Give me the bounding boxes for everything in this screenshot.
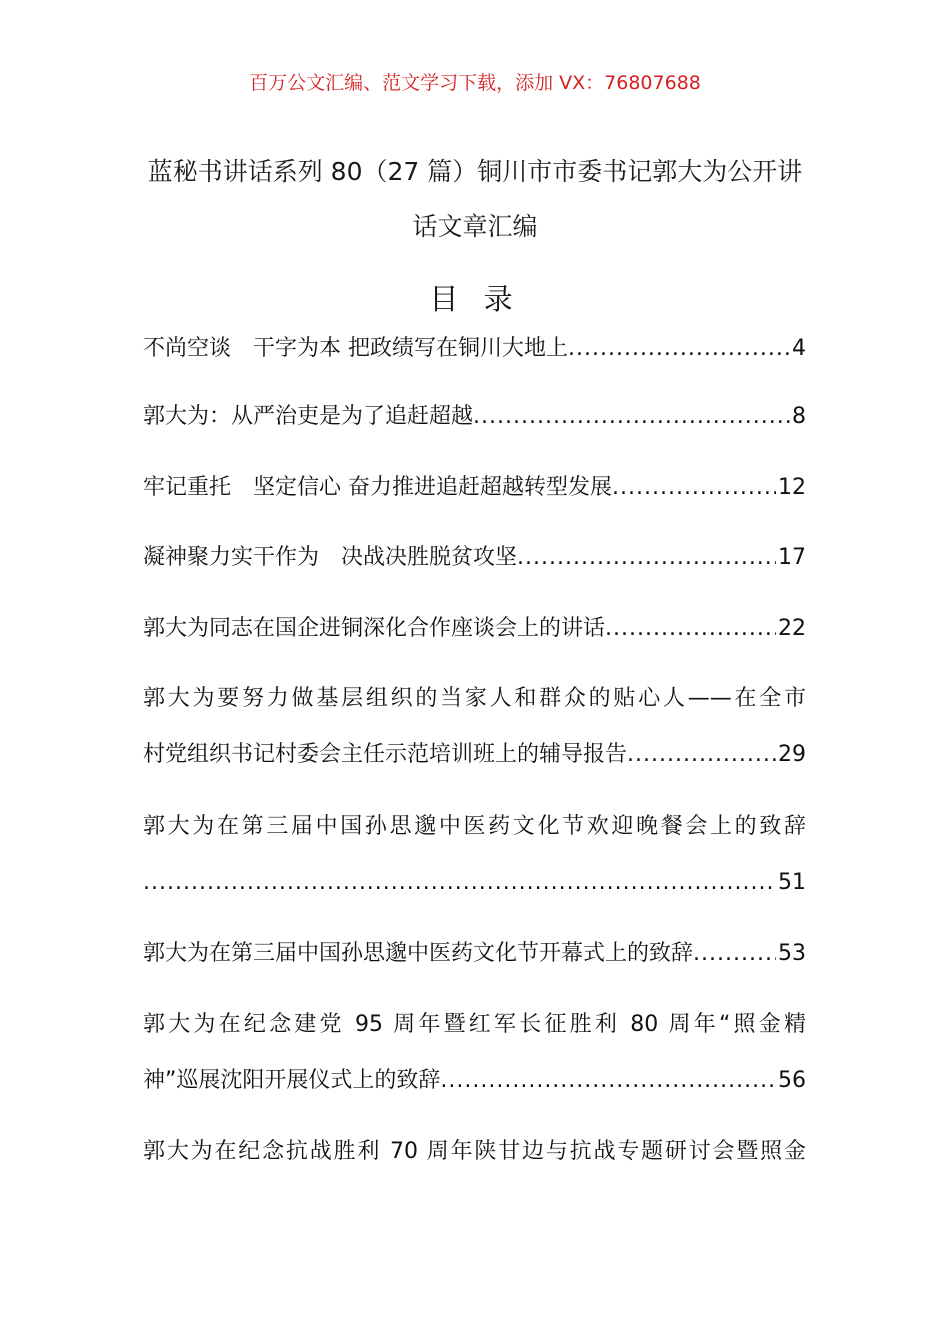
toc-entry-title: 郭大为：从严治吏是为了追赶超越 — [143, 404, 474, 429]
toc-entry[interactable] — [143, 472, 806, 504]
header-banner: 百万公文汇编、范文学习下载，添加 VX：76807688 — [249, 72, 701, 94]
toc-entry[interactable] — [143, 938, 806, 970]
toc-leader-dots — [612, 472, 776, 504]
toc-heading: 目 录 — [429, 282, 521, 316]
toc-entry-page: 51 — [778, 870, 806, 895]
toc-entry-page: 12 — [778, 475, 806, 500]
toc-entry-title: 凝神聚力实干作为 决战决胜脱贫攻坚 — [143, 545, 518, 570]
toc-entry-title: 郭大为同志在国企进铜深化合作座谈会上的讲话 — [143, 616, 606, 641]
toc-leader-dots — [605, 613, 776, 645]
toc-entry-title: 不尚空谈 干字为本 把政绩写在铜川大地上 — [143, 336, 568, 361]
toc-entry-title: 郭大为在第三届中国孙思邈中医药文化节开幕式上的致辞 — [143, 941, 694, 966]
toc-entry[interactable] — [143, 401, 806, 433]
document-title-line-1: 蓝秘书讲话系列 80（27 篇）铜川市市委书记郭大为公开讲 — [147, 157, 803, 186]
toc-entry-title-line[interactable]: 郭大为在纪念抗战胜利 70 周年陕甘边与抗战专题研讨会暨照金 — [143, 1139, 806, 1164]
toc-entry-page: 29 — [778, 742, 806, 767]
toc-leader-dots — [568, 333, 790, 365]
toc-leader-dots — [693, 938, 776, 970]
toc-entry-title: 村党组织书记村委会主任示范培训班上的辅导报告 — [143, 742, 628, 767]
toc-entry[interactable] — [143, 1065, 806, 1097]
toc-entry-title: 牢记重托 坚定信心 奋力推进追赶超越转型发展 — [143, 475, 612, 500]
toc-leader-dots — [473, 401, 790, 433]
toc-entry-page: 56 — [778, 1068, 806, 1093]
toc-entry[interactable] — [143, 542, 806, 574]
toc-entry-page: 4 — [792, 336, 806, 361]
document-title-line-2: 话文章汇编 — [412, 212, 538, 241]
toc-leader-dots — [143, 867, 776, 899]
toc-entry-title-line[interactable]: 郭大为在第三届中国孙思邈中医药文化节欢迎晚餐会上的致辞 — [143, 814, 806, 839]
toc-leader-dots — [517, 542, 776, 574]
toc-entry-page: 53 — [778, 941, 806, 966]
toc-leader-dots — [440, 1065, 776, 1097]
toc-entry-title-line[interactable]: 郭大为在纪念建党 95 周年暨红军长征胜利 80 周年“照金精 — [143, 1012, 806, 1037]
toc-entry[interactable] — [143, 739, 806, 771]
toc-entry-page: 17 — [778, 545, 806, 570]
toc-entry-title-line[interactable]: 郭大为要努力做基层组织的当家人和群众的贴心人——在全市 — [143, 686, 806, 711]
toc-entry-title: 神”巡展沈阳开展仪式上的致辞 — [143, 1068, 441, 1093]
toc-entry-page: 8 — [792, 404, 806, 429]
toc-entry-page: 22 — [778, 616, 806, 641]
toc-leader-dots — [627, 739, 776, 771]
toc-entry[interactable] — [143, 613, 806, 645]
toc-entry[interactable] — [143, 867, 806, 899]
toc-entry[interactable] — [143, 333, 806, 365]
